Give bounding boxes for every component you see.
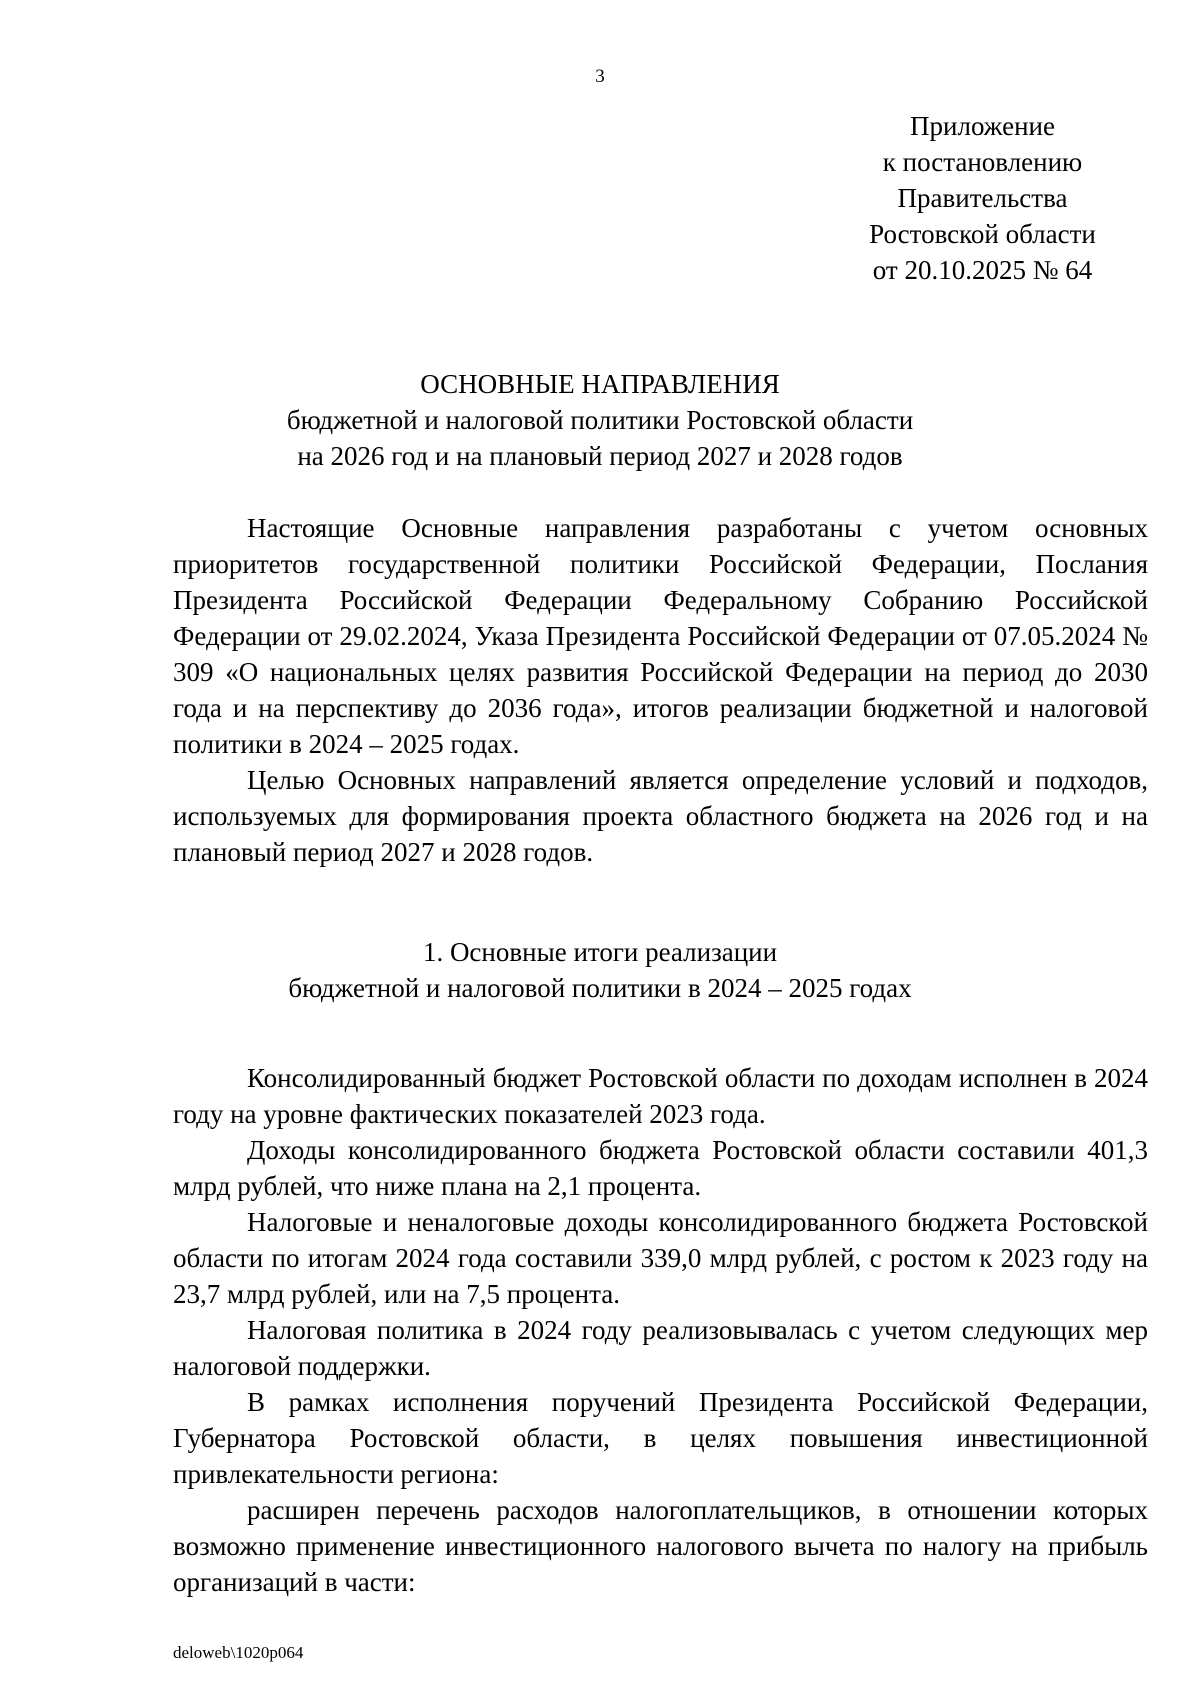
body-paragraph: расширен перечень расходов налогоплательщиков, в отношении которых возможно применение инвестиционного налогового вычета по налогу на прибыль организаций в части: — [173, 1495, 1148, 1597]
appendix-line: Приложение — [910, 111, 1055, 141]
body-paragraph: Консолидированный бюджет Ростовской области по доходам исполнен в 2024 году на уровне фактических показателей 2023 года. — [173, 1063, 1148, 1129]
appendix-line: к постановлению — [882, 147, 1083, 177]
intro-paragraph: Настоящие Основные направления разработаны с учетом основных приоритетов государственной политики Российской Федерации, Послания Президента Российской Федерации Федеральному Собранию Российской Федерации от 29.02.2024, Указа Президента Российской Федерации от 07.05.2024 № 309 «О национальных целях развития Российской Федерации на период до 2030 года и на перспективу до 2036 года», итогов реализации бюджетной и налоговой политики в 2024 – 2025 годах. — [173, 513, 1148, 759]
document-title-main: ОСНОВНЫЕ НАПРАВЛЕНИЯ — [420, 369, 780, 399]
appendix-line: от 20.10.2025 № 64 — [872, 255, 1093, 285]
intro-paragraph: Целью Основных направлений является определение условий и подходов, используемых для формирования проекта областного бюджета на 2026 год и на плановый период 2027 и 2028 годов. — [173, 765, 1148, 867]
body-paragraph: Налоговая политика в 2024 году реализовывалась с учетом следующих мер налоговой поддержки. — [173, 1315, 1148, 1381]
section-heading — [150, 934, 1050, 1006]
section-body — [173, 1060, 1148, 1600]
appendix-line: Ростовской области — [869, 219, 1096, 249]
body-paragraph: В рамках исполнения поручений Президента Российской Федерации, Губернатора Ростовской области, в целях повышения инвестиционной привлекательности региона: — [173, 1387, 1148, 1489]
document-footer-id: deloweb\1020p064 — [173, 1643, 304, 1662]
body-paragraph: Доходы консолидированного бюджета Ростовской области составили 401,3 млрд рублей, что ниже плана на 2,1 процента. — [173, 1135, 1148, 1201]
appendix-line: Правительства — [897, 183, 1068, 213]
section-heading-line: бюджетной и налоговой политики в 2024 – 2025 годах — [288, 973, 912, 1003]
page-number: 3 — [595, 66, 605, 87]
document-title-period: на 2026 год и на плановый период 2027 и 2028 годов — [297, 441, 903, 471]
intro-section — [173, 510, 1148, 870]
body-paragraph: Налоговые и неналоговые доходы консолидированного бюджета Ростовской области по итогам 2024 года составили 339,0 млрд рублей, с ростом к 2023 году на 23,7 млрд рублей, или на 7,5 процента. — [173, 1207, 1148, 1309]
appendix-block — [820, 108, 1145, 288]
document-title — [150, 366, 1050, 474]
document-title-subtitle: бюджетной и налоговой политики Ростовской области — [286, 405, 914, 435]
section-heading-line: 1. Основные итоги реализации — [422, 937, 778, 967]
